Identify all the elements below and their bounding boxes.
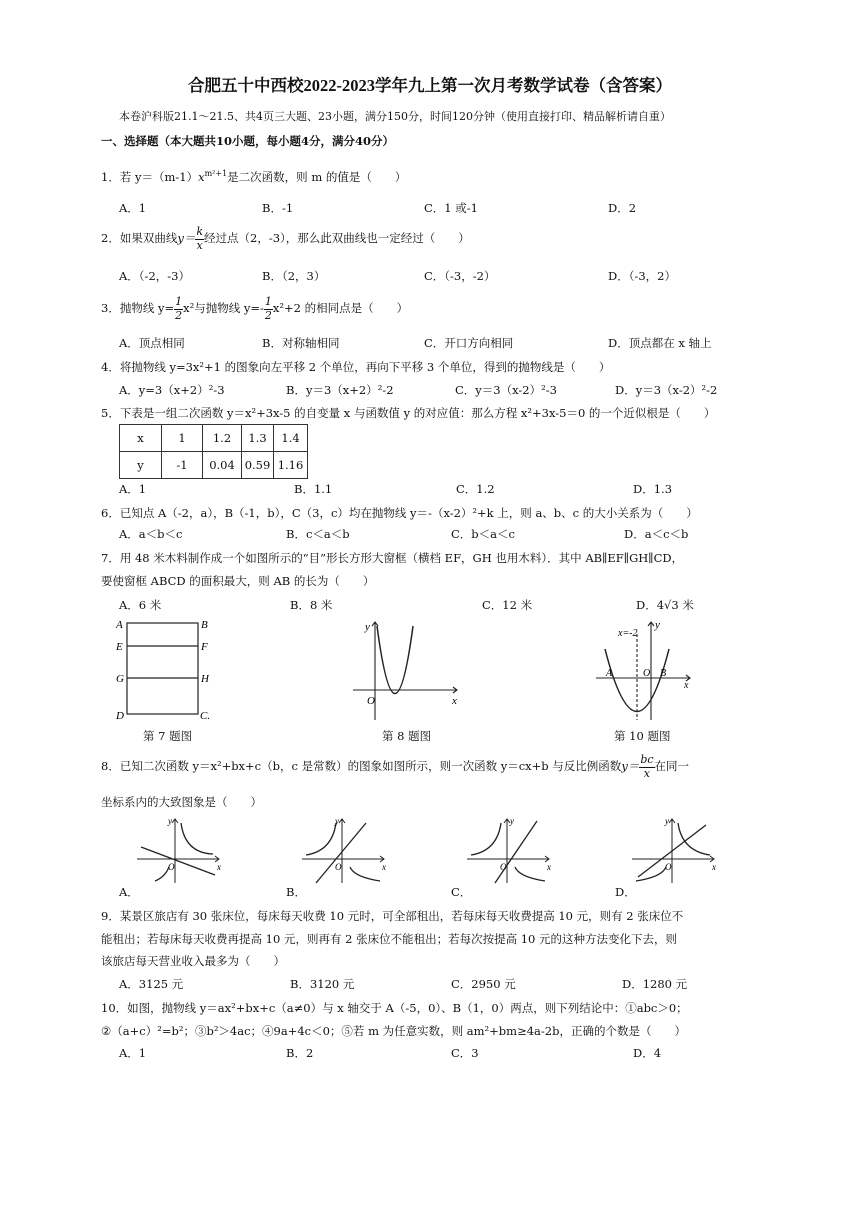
question-1-stem: 1．若 $y=(m-1)x^{m^2+1}$是二次函数，则 m 的值是（ ）: [101, 169, 407, 184]
svg-text:x: x: [217, 862, 221, 872]
svg-text:O: O: [643, 668, 651, 679]
table-row: [120, 452, 308, 479]
fig7-label-h: H: [201, 673, 209, 685]
q3-option-a: A．顶点相同: [119, 336, 185, 350]
question-9-stem-line2: 能租出；若每床每天收费再提高 10 元，则再有 2 张床位不能租出；若每次按提高 10 元的这种方法变化下去，则: [101, 932, 678, 946]
question-4-stem: 4．将抛物线 y=3x²+1 的图象向左平移 2 个单位，再向下平移 3 个单位，得到的抛物线是（ ）: [101, 360, 611, 374]
q8-option-c-graph: [465, 815, 555, 885]
svg-text:y: y: [168, 816, 172, 826]
q4-option-a: A．y=3（x+2）²-3: [119, 383, 225, 397]
q10-option-c: C．3: [451, 1046, 479, 1060]
q5-option-d: D．1.3: [633, 482, 673, 496]
svg-text:x: x: [684, 680, 689, 691]
q8-option-a-graph: [135, 815, 225, 885]
svg-text:O: O: [168, 862, 175, 872]
q6-option-d: D．a＜c＜b: [624, 527, 689, 541]
fig7-label-c: C.: [200, 710, 211, 722]
q8-option-b: B．: [286, 885, 306, 899]
fig7-label-d: D: [116, 710, 124, 722]
q7-option-a: A．6 米: [119, 598, 162, 612]
question-5-stem: 5．下表是一组二次函数 y＝x²+3x-5 的自变量 x 与函数值 y 的对应值：那么方程 x²+3x-5＝0 的一个近似根是（ ）: [101, 406, 716, 420]
fig7-label-g: G: [116, 673, 124, 685]
svg-text:A: A: [606, 668, 613, 679]
q7-option-b: B．8 米: [290, 598, 333, 612]
question-6-stem: 6．已知点 A（-2，a），B（-1，b），C（3，c）均在抛物线 y＝-（x-2）²+k 上，则 a、b、c 的大小关系为（ ）: [101, 506, 698, 520]
question-3-stem: 3．抛物线 y= $\frac{1}{2}$ x²与抛物线 y=- $\frac{1}{2}$ x²+2 的相同点是（ ）: [101, 295, 409, 322]
svg-text:O: O: [500, 862, 507, 872]
svg-text:O: O: [665, 862, 672, 872]
table-cell: -1: [162, 452, 203, 479]
svg-text:O: O: [367, 695, 375, 707]
svg-text:x: x: [547, 862, 551, 872]
q3-option-c: C．开口方向相同: [424, 336, 514, 350]
q8-option-a: A．: [119, 885, 139, 899]
question-8-stem-line2: 坐标系内的大致图象是（ ）: [101, 795, 262, 809]
question-2-stem: 2．如果双曲线y＝ $\frac{k}{x}$ 经过点（2，-3），那么此双曲线也一定经过（ ）: [101, 225, 470, 252]
table-cell: 1: [162, 425, 203, 452]
svg-text:y: y: [335, 816, 339, 826]
fig7-label-b: B: [201, 619, 208, 631]
question-7-stem-line1: 7．用 48 米木料制作成一个如图所示的“目”形长方形大窗框（横档 EF，GH 也用木料）．其中 AB∥EF∥GH∥CD，: [101, 551, 684, 565]
figure-8-parabola-graph: [345, 616, 470, 724]
q5-option-b: B．1.1: [294, 482, 333, 496]
q5-option-a: A．1: [119, 482, 147, 496]
table-cell: 0.59: [242, 452, 274, 479]
table-row: [120, 425, 308, 452]
svg-text:y: y: [655, 619, 660, 631]
q2-option-c: C．（-3，-2）: [424, 269, 496, 283]
table-cell: 1.4: [274, 425, 308, 452]
svg-text:B: B: [660, 668, 667, 679]
figure-10-caption: 第 10 题图: [614, 729, 671, 743]
q4-option-b: B．y＝3（x+2）²-2: [286, 383, 394, 397]
question-9-stem-line1: 9．某景区旅店有 30 张床位，每床每天收费 10 元时，可全部租出，若每床每天收费提高 10 元，则有 2 张床位不: [101, 909, 684, 923]
table-cell: y: [120, 452, 162, 479]
q4-option-c: C．y＝3（x-2）²-3: [455, 383, 557, 397]
q8-option-c: C．: [451, 885, 472, 899]
figure-8-caption: 第 8 题图: [382, 729, 432, 743]
q10-option-b: B．2: [286, 1046, 314, 1060]
q8-option-d-graph: [630, 815, 720, 885]
q3-option-d: D．顶点都在 x 轴上: [608, 336, 712, 350]
svg-text:x: x: [452, 695, 457, 707]
q2-option-a: A．（-2，-3）: [119, 269, 190, 283]
q8-option-d: D．: [615, 885, 636, 899]
q10-option-d: D．4: [633, 1046, 662, 1060]
svg-text:O: O: [335, 862, 342, 872]
q2-option-b: B．（2，3）: [262, 269, 326, 283]
question-7-stem-line2: 要使窗框 ABCD 的面积最大，则 AB 的长为（ ）: [101, 574, 375, 588]
q6-option-c: C．b＜a＜c: [451, 527, 515, 541]
q4-option-d: D．y＝3（x-2）²-2: [615, 383, 718, 397]
fig7-label-a: A: [116, 619, 123, 631]
fig7-label-f: F: [201, 641, 208, 653]
table-cell: 1.2: [203, 425, 242, 452]
question-10-stem-line2: ②（a+c）²=b²；③b²＞4ac；④9a+4c＜0；⑤若 m 为任意实数，则 am²+bm≥4a-2b，正确的个数是（ ）: [101, 1024, 686, 1038]
q1-option-b: B．-1: [262, 201, 294, 215]
q3-option-b: B．对称轴相同: [262, 336, 340, 350]
question-10-stem-line1: 10．如图，抛物线 y＝ax²+bx+c（a≠0）与 x 轴交于 A（-5，0）、B（1，0）两点，则下列结论中：①abc＞0；: [101, 1001, 688, 1015]
q10-option-a: A．1: [119, 1046, 147, 1060]
q5-option-c: C．1.2: [456, 482, 495, 496]
question-9-stem-line3: 该旅店每天营业收入最多为（ ）: [101, 954, 285, 968]
q2-option-d: D．（-3，2）: [608, 269, 676, 283]
table-cell: 0.04: [203, 452, 242, 479]
svg-text:x: x: [382, 862, 386, 872]
table-cell: x: [120, 425, 162, 452]
q7-option-d: D．4√3 米: [636, 598, 694, 612]
section-heading: 一、选择题（本大题共10小题，每小题4分，满分40分）: [101, 134, 395, 148]
q7-option-c: C．12 米: [482, 598, 533, 612]
exam-title: 合肥五十中西校2022-2023学年九上第一次月考数学试卷（含答案）: [188, 76, 672, 95]
value-table: [119, 424, 308, 479]
q6-option-a: A．a＜b＜c: [119, 527, 183, 541]
q1-option-c: C．1 或-1: [424, 201, 478, 215]
q9-option-a: A．3125 元: [119, 977, 184, 991]
q6-option-b: B．c＜a＜b: [286, 527, 350, 541]
svg-text:y: y: [365, 621, 370, 633]
q1-option-d: D．2: [608, 201, 637, 215]
q1-option-a: A．1: [119, 201, 147, 215]
q9-option-b: B．3120 元: [290, 977, 355, 991]
svg-text:x: x: [712, 862, 716, 872]
exam-intro: 本卷沪科版21.1～21.5、共4页三大题、23小题，满分150分，时间120分钟（使用直接打印、精品解析请自重）: [119, 110, 671, 123]
table-cell: 1.3: [242, 425, 274, 452]
q9-option-d: D．1280 元: [622, 977, 688, 991]
fig7-label-e: E: [116, 641, 123, 653]
q9-option-c: C．2950 元: [451, 977, 516, 991]
question-8-stem-line1: 8．已知二次函数 y＝x²+bx+c（b，c 是常数）的图象如图所示，则一次函数 y＝cx+b 与反比例函数y＝ $\frac{bc}{x}$ 在同一: [101, 753, 690, 780]
figure-7-window-frame: [112, 616, 222, 724]
svg-text:y: y: [510, 816, 514, 826]
table-cell: 1.16: [274, 452, 308, 479]
fig10-axis-label: x=-2: [618, 628, 638, 639]
figure-7-caption: 第 7 题图: [143, 729, 193, 743]
q8-option-b-graph: [300, 815, 390, 885]
figure-10-parabola-graph: [590, 616, 700, 724]
svg-text:y: y: [665, 816, 669, 826]
